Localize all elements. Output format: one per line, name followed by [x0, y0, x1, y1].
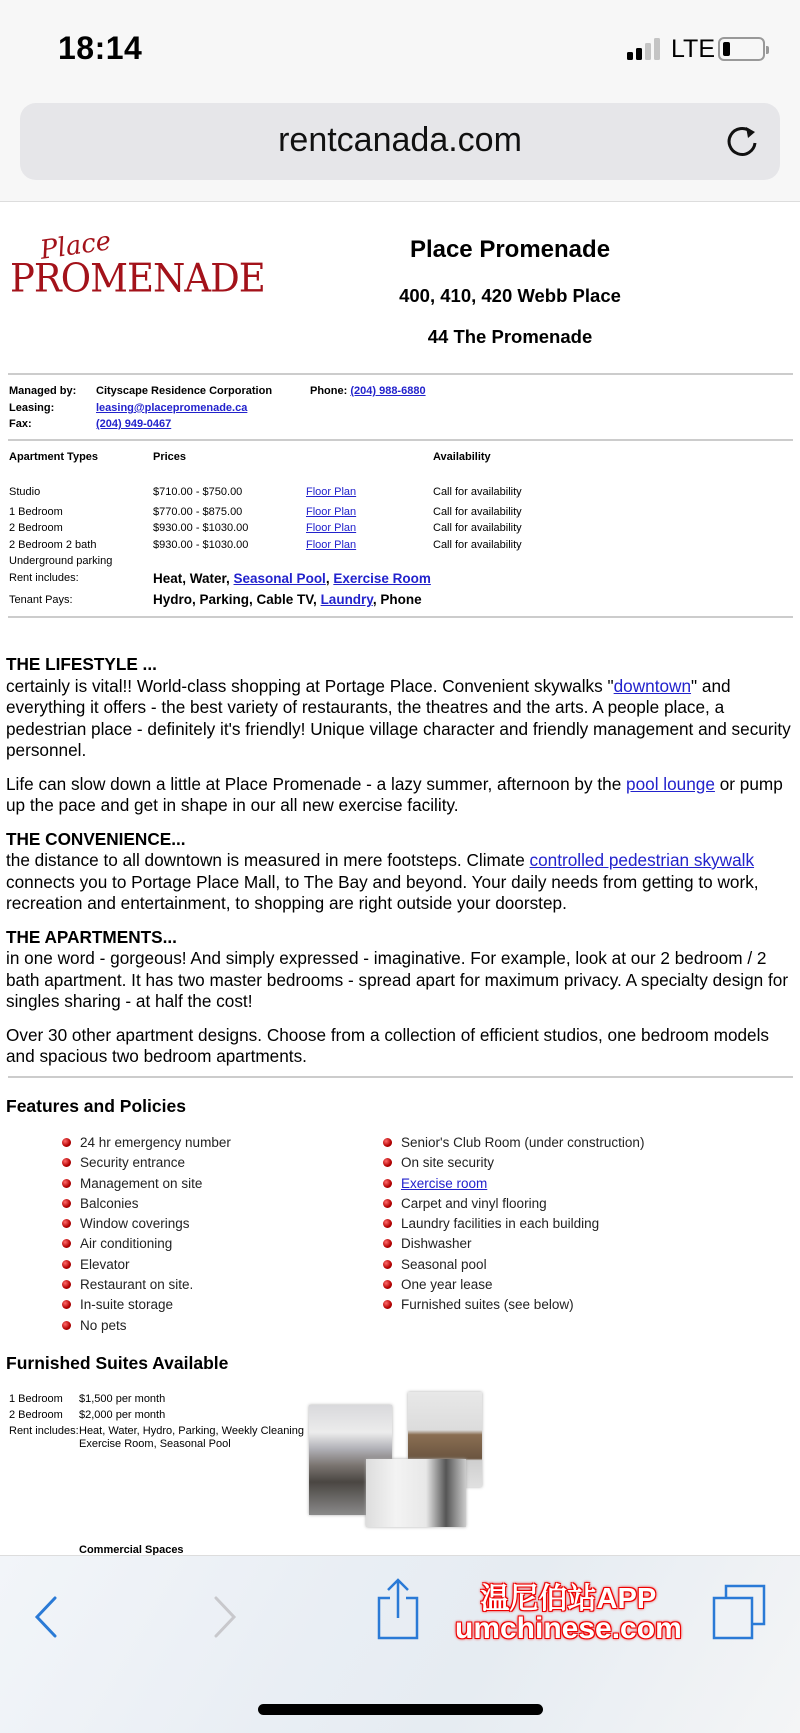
leasing-label: Leasing: — [9, 402, 55, 414]
list-item: In-suite storage — [62, 1295, 231, 1315]
list-item: Management on site — [62, 1174, 231, 1194]
floor-plan-link[interactable]: Floor Plan — [306, 539, 357, 551]
back-icon[interactable] — [33, 1596, 59, 1638]
list-item: No pets — [62, 1316, 231, 1336]
lifestyle-paragraph-2: Life can slow down a little at Place Promenade - a lazy summer, afternoon by the pool lounge or pump up the pace and get in shape in our all new exercise facility. — [6, 773, 783, 815]
address-line-2: 44 The Promenade — [427, 326, 593, 347]
divider — [8, 616, 793, 618]
pool-lounge-link[interactable]: pool lounge — [626, 773, 715, 794]
place-promenade-logo: Place PROMENADE — [10, 226, 265, 302]
browser-address-area — [0, 90, 800, 202]
list-item: Furnished suites (see below) — [383, 1295, 644, 1315]
url-text[interactable]: rentcanada.com — [278, 121, 522, 159]
share-icon[interactable] — [376, 1578, 420, 1640]
unit-type: Studio — [9, 486, 41, 498]
convenience-paragraph: the distance to all downtown is measured in mere footsteps. Climate controlled pedestrian skywalk connects you to Portage Place Mall, to The Bay and beyond. Your daily needs from getting to work, recreation and entertainment, to shopping are right outside your doorstep. — [6, 850, 759, 913]
address-bar[interactable] — [20, 103, 780, 180]
managed-by-value: Cityscape Residence Corporation — [96, 385, 273, 397]
furnished-rent-value: Heat, Water, Hydro, Parking, Weekly Cleaning — [79, 1425, 304, 1437]
unit-type: 1 Bedroom — [9, 506, 63, 518]
tabs-icon[interactable] — [712, 1584, 768, 1640]
page-title: Place Promenade — [409, 236, 611, 263]
reload-icon[interactable] — [724, 123, 762, 161]
floor-plan-link[interactable]: Floor Plan — [306, 522, 357, 534]
seasonal-pool-link[interactable]: Seasonal Pool — [233, 571, 326, 586]
forward-icon[interactable] — [212, 1596, 238, 1638]
header-apartment-types: Apartment Types — [9, 451, 99, 463]
furnished-price: $1,500 per month — [79, 1393, 166, 1405]
rent-includes-value: Heat, Water, Seasonal Pool, Exercise Room — [153, 571, 431, 586]
floor-plan-link[interactable]: Floor Plan — [306, 506, 357, 518]
unit-availability: Call for availability — [433, 486, 522, 498]
list-item: Security entrance — [62, 1153, 231, 1173]
furnished-price: $2,000 per month — [79, 1409, 166, 1421]
exercise-room-link[interactable]: Exercise Room — [333, 571, 431, 586]
managed-by-label: Managed by: — [9, 385, 77, 397]
furnished-label: 2 Bedroom — [9, 1409, 63, 1421]
signal-icon — [627, 38, 660, 60]
apartments-paragraph-1: in one word - gorgeous! And simply expressed - imaginative. For example, look at our 2 bedroom / 2 bath apartment. It has two master bedrooms - spread apart for maximum privacy. A specialty design for singles sharing - at half the cost! — [6, 948, 789, 1011]
unit-price: $710.00 - $750.00 — [153, 486, 243, 498]
battery-icon — [718, 37, 765, 61]
fax-label: Fax: — [9, 418, 32, 430]
divider — [8, 373, 793, 375]
clock: 18:14 — [58, 30, 143, 66]
unit-availability: Call for availability — [433, 506, 522, 518]
features-heading: Features and Policies — [6, 1096, 186, 1116]
furnished-rent-value-2: Exercise Room, Seasonal Pool — [79, 1438, 231, 1450]
header-availability: Availability — [433, 451, 491, 463]
kitchen-photo — [366, 1459, 466, 1527]
list-item: 24 hr emergency number — [62, 1133, 231, 1153]
commercial-spaces-link[interactable]: Commercial Spaces — [79, 1544, 184, 1555]
list-item: Senior's Club Room (under construction) — [383, 1133, 644, 1153]
header-prices: Prices — [153, 451, 187, 463]
unit-price: $930.00 - $1030.00 — [153, 539, 249, 551]
address-line-1: 400, 410, 420 Webb Place — [399, 285, 621, 306]
unit-availability: Call for availability — [433, 539, 522, 551]
tenant-pays-value: Hydro, Parking, Cable TV, Laundry, Phone — [153, 592, 422, 607]
lifestyle-section — [6, 654, 796, 1080]
furnished-label: 1 Bedroom — [9, 1393, 63, 1405]
skywalk-link[interactable]: controlled pedestrian skywalk — [529, 850, 755, 870]
downtown-link[interactable]: downtown — [613, 675, 692, 696]
tenant-pays-label: Tenant Pays: — [9, 594, 73, 606]
unit-availability: Call for availability — [433, 522, 522, 534]
features-list-right — [383, 1133, 644, 1316]
rent-includes-label: Rent includes: — [9, 572, 79, 584]
list-item: Laundry facilities in each building — [383, 1214, 644, 1234]
list-item: Carpet and vinyl flooring — [383, 1194, 644, 1214]
divider — [8, 439, 793, 441]
phone-link[interactable]: (204) 988-6880 — [350, 385, 426, 397]
features-list-left — [62, 1133, 231, 1336]
leasing-email-link[interactable]: leasing@placepromenade.ca — [96, 402, 248, 414]
unit-type: 2 Bedroom — [9, 522, 63, 534]
list-item: Air conditioning — [62, 1234, 231, 1254]
furnished-heading: Furnished Suites Available — [6, 1353, 229, 1373]
home-indicator[interactable] — [258, 1704, 543, 1715]
list-item: One year lease — [383, 1275, 644, 1295]
list-item: Elevator — [62, 1255, 231, 1275]
list-item: Restaurant on site. — [62, 1275, 231, 1295]
unit-price: $930.00 - $1030.00 — [153, 522, 249, 534]
suite-photos — [308, 1393, 488, 1543]
unit-price: $770.00 - $875.00 — [153, 506, 243, 518]
convenience-heading: THE CONVENIENCE... — [6, 828, 186, 849]
phone-row — [310, 385, 426, 397]
phone-label: Phone: — [310, 385, 348, 397]
parking-note: Underground parking — [9, 555, 113, 567]
laundry-link[interactable]: Laundry — [320, 592, 373, 607]
floor-plan-link[interactable]: Floor Plan — [306, 486, 357, 498]
unit-type: 2 Bedroom 2 bath — [9, 539, 97, 551]
status-bar — [0, 0, 800, 90]
list-item: Window coverings — [62, 1214, 231, 1234]
list-item: On site security — [383, 1153, 644, 1173]
web-page — [0, 203, 800, 1555]
lifestyle-heading: THE LIFESTYLE ... — [6, 654, 157, 674]
list-item: Balconies — [62, 1194, 231, 1214]
list-item: Dishwasher — [383, 1234, 644, 1254]
apartments-paragraph-2: Over 30 other apartment designs. Choose from a collection of efficient studios, one bedroom models and spacious two bedroom apartments. — [6, 1024, 770, 1066]
furnished-rent-label: Rent includes: — [9, 1425, 79, 1437]
list-item: Seasonal pool — [383, 1255, 644, 1275]
exercise-room-feature-link[interactable]: Exercise room — [401, 1175, 488, 1191]
lifestyle-paragraph-1: certainly is vital!! World-class shopping at Portage Place. Convenient skywalks "downtown" and everything it offers - the best variety of restaurants, the theatres and the arts. A people place, a pedestrian place - definitely it's friendly! Unique village character and friendly management and security personnel. — [6, 675, 791, 760]
divider — [8, 1076, 793, 1078]
watermark: 温尼伯站APP umchinese.com — [455, 1583, 682, 1645]
apartments-heading: THE APARTMENTS... — [6, 926, 177, 947]
fax-link[interactable]: (204) 949-0467 — [96, 418, 172, 430]
list-item — [383, 1174, 644, 1194]
network-type: LTE — [671, 35, 715, 63]
